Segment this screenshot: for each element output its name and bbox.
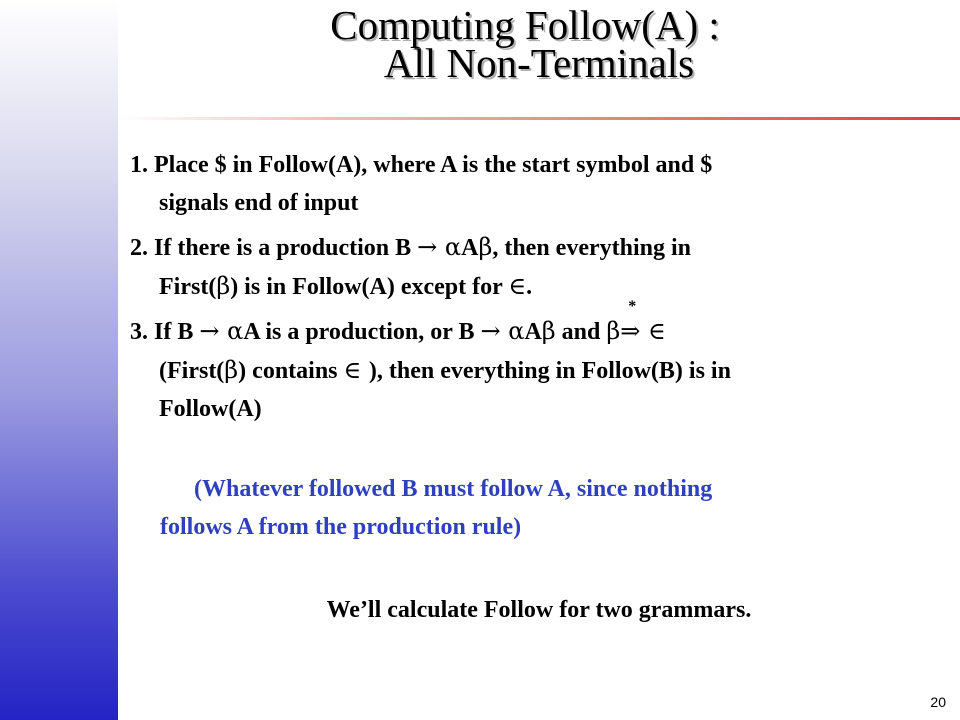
epsilon-symbol: ∈ [640,317,666,345]
rule-2-text-b: , then everything in [492,235,691,261]
rule-3-line-1 [130,298,930,351]
rule-3-text-a: 3. If B [130,319,200,345]
rules-list [130,146,930,428]
derives-star-symbol [620,298,641,351]
rule-2 [130,228,930,306]
rule-3-text-e: (First( [159,358,225,384]
rule-1-line-1: 1. Place $ in Follow(A), where A is the start symbol and $ [130,152,713,178]
title-divider [118,117,960,120]
title-line-1: Computing Follow(A) : [330,2,720,48]
star-superscript: * [628,298,637,315]
rule-2-line-2 [130,267,930,306]
rule-3-text-d: and [555,319,607,345]
note-line-2: follows A from the production rule) [160,514,522,540]
rule-2-text-a: 2. If there is a production B [130,235,418,261]
rule-2-text-c: First( [159,274,217,300]
rule-2-text-e: . [526,274,533,300]
alpha-symbol: α [508,317,525,345]
beta-symbol: β [541,317,556,345]
rule-3-line-2 [130,351,930,390]
arrow-symbol: → [480,317,509,345]
rule-2-text-A: A [461,235,479,261]
left-gradient-band [0,0,118,720]
epsilon-symbol: ∈ [343,356,369,384]
rule-3-line-3: Follow(A) [159,396,262,422]
alpha-symbol: α [227,317,244,345]
alpha-symbol: α [444,233,462,261]
beta-symbol: β [606,317,621,345]
beta-symbol: β [478,233,493,261]
rule-3-text-b: A is a production, or B [243,319,481,345]
rule-2-text-d: ) is in Follow(A) except for [230,274,509,300]
rule-2-line-1 [130,228,930,267]
rule-1 [130,146,930,222]
slide-title [118,2,960,86]
epsilon-symbol: ∈ [508,272,527,300]
rule-3-text-g: ), then everything in Follow(B) is in [368,358,731,384]
derives-arrow-icon: ⇒ [620,317,641,345]
note-line-1: (Whatever followed B must follow A, since nothing [194,476,713,502]
rule-3 [130,298,930,428]
arrow-symbol: → [417,233,445,261]
slide-number: 20 [930,694,946,710]
rule-1-line-2: signals end of input [159,190,359,216]
arrow-symbol: → [199,317,228,345]
rule-3-text-c: A [524,319,542,345]
title-line-2: All Non-Terminals [383,40,695,86]
rule-3-text-f: ) contains [238,358,344,384]
explanatory-note [160,470,920,546]
beta-symbol: β [224,356,239,384]
closing-statement: We’ll calculate Follow for two grammars. [326,597,752,623]
beta-symbol: β [216,272,231,300]
